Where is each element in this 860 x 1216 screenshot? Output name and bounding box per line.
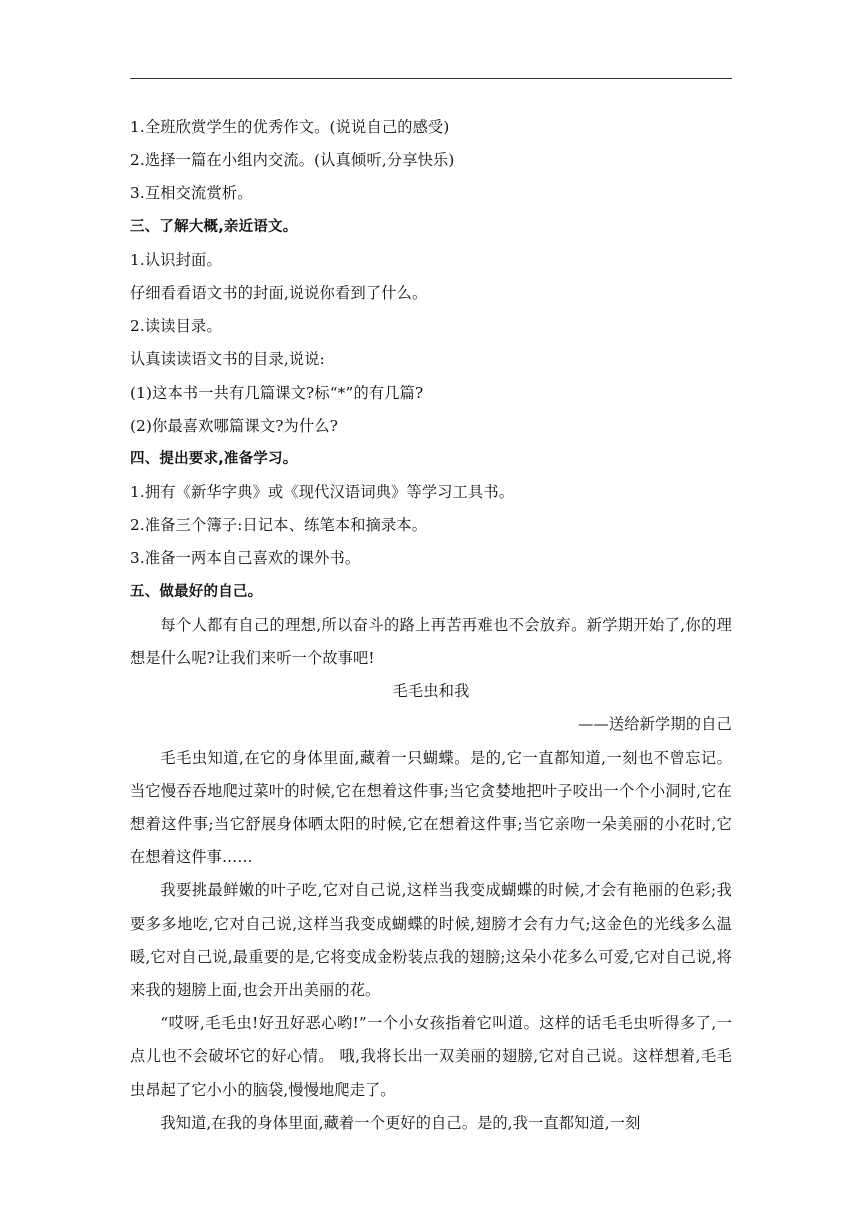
list-item: 认真读读语文书的目录,说说: (130, 350, 325, 369)
section-heading: 三、了解大概,亲近语文。 (130, 218, 298, 235)
document-body (130, 111, 732, 1140)
section-heading: 四、提出要求,准备学习。 (130, 450, 298, 467)
list-item: 仔细看看语文书的封面,说说你看到了什么。 (130, 283, 428, 302)
list-item: 3.互相交流赏析。 (130, 184, 253, 203)
story-paragraph: 我要挑最鲜嫩的叶子吃,它对自己说,这样当我变成蝴蝶的时候,才会有艳丽的色彩;我要多多地吃,它对自己说,这样当我变成蝴蝶的时候,翅膀才会有力气;这金色的光线多么温暖,它对自己说,最重要的是,它将变成金粉装点我的翅膀;这朵小花多么可爱,它对自己说,将来我的翅膀上面,也会开出美丽的花。 (130, 881, 732, 1000)
story-paragraph: 毛毛虫知道,在它的身体里面,藏着一只蝴蝶。是的,它一直都知道,一刻也不曾忘记。当它慢吞吞地爬过菜叶的时候,它在想着这件事;当它贪婪地把叶子咬出一个个小洞时,它在想着这件事;当它舒展身体晒太阳的时候,它在想着这件事;当它亲吻一朵美丽的小花时,它在想着这件事…… (130, 748, 732, 867)
story-title: 毛毛虫和我 (392, 682, 470, 701)
list-item: 1.全班欣赏学生的优秀作文。(说说自己的感受) (130, 118, 450, 136)
story-subtitle: ——送给新学期的自己 (578, 715, 732, 734)
story-paragraph: “哎呀,毛毛虫!好丑好恶心哟!”一个小女孩指着它叫道。这样的话毛毛虫听得多了,一点儿也不会破坏它的好心情。 哦,我将长出一双美丽的翅膀,它对自己说。这样想着,毛毛虫昂起了它小小的脑袋,慢慢地爬走了。 (130, 1014, 732, 1099)
list-item: (2)你最喜欢哪篇课文?为什么? (130, 416, 339, 435)
list-item: 2.选择一篇在小组内交流。(认真倾听,分享快乐) (130, 151, 455, 170)
list-item: 1.认识封面。 (130, 250, 222, 269)
list-item: 2.准备三个簿子:日记本、练笔本和摘录本。 (130, 516, 428, 535)
list-item: 2.读读目录。 (130, 317, 222, 336)
story-paragraph: 我知道,在我的身体里面,藏着一个更好的自己。是的,我一直都知道,一刻 (160, 1113, 641, 1132)
list-item: (1)这本书一共有几篇课文?标“*”的有几篇? (130, 383, 424, 402)
list-item: 3.准备一两本自己喜欢的课外书。 (130, 549, 361, 568)
section-heading: 五、做最好的自己。 (130, 583, 263, 600)
header-rule (130, 78, 732, 79)
intro-paragraph: 每个人都有自己的理想,所以奋斗的路上再苦再难也不会放弃。新学期开始了,你的理想是什么呢?让我们来听一个故事吧! (130, 615, 732, 668)
list-item: 1.拥有《新华字典》或《现代汉语词典》等学习工具书。 (130, 483, 515, 502)
